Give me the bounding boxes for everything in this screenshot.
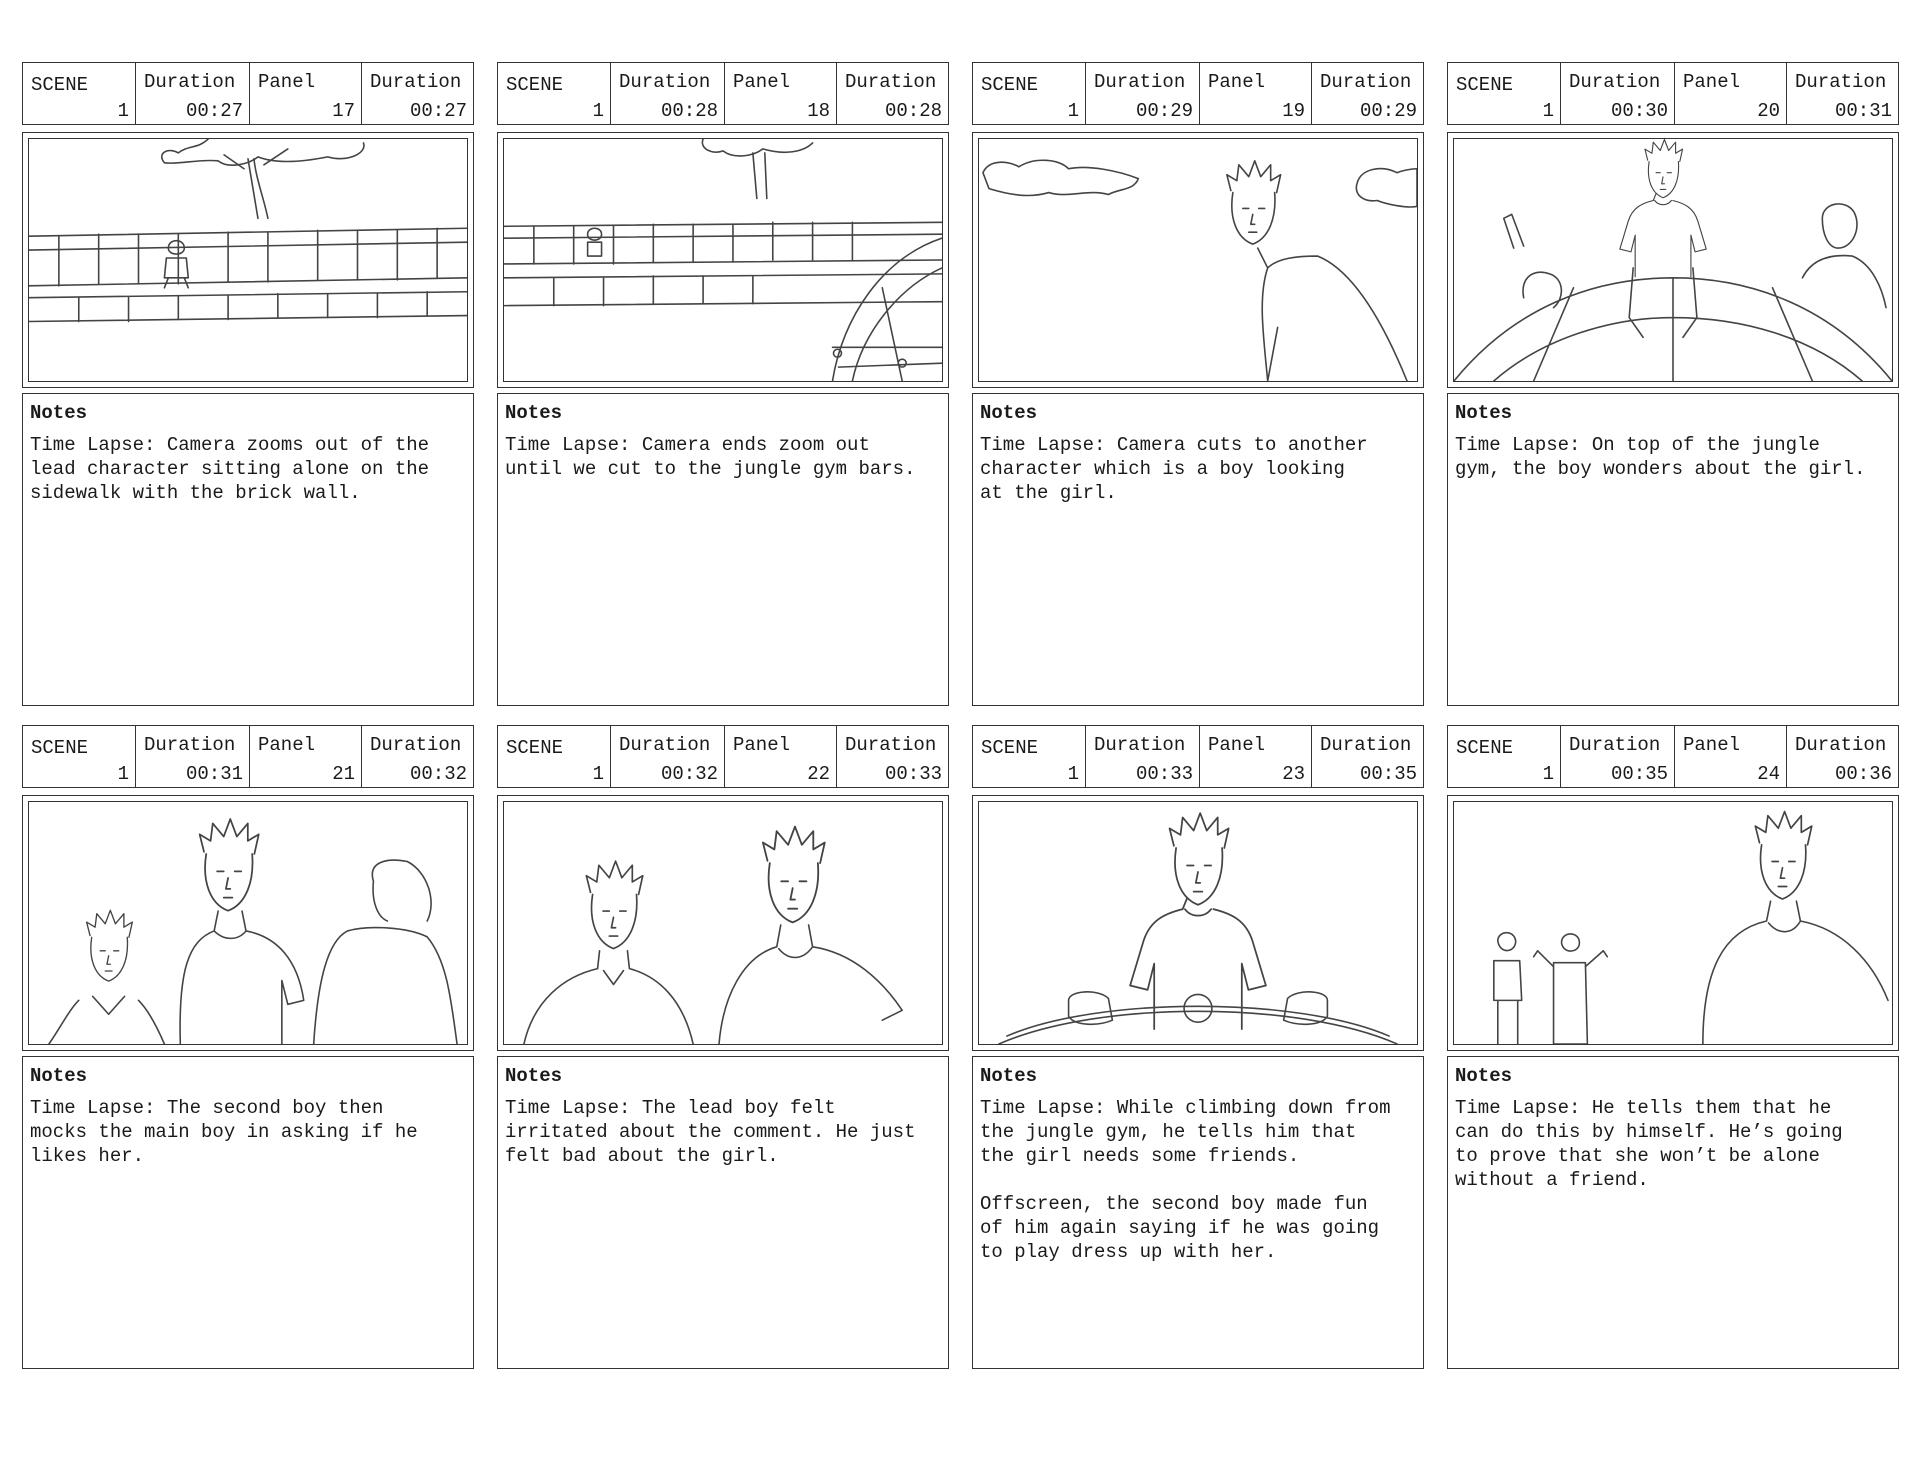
panel-label: Panel	[1208, 71, 1266, 93]
scene-cell	[973, 726, 1086, 787]
duration-cell	[136, 726, 250, 787]
panel-label: Panel	[258, 71, 316, 93]
notes-label: Notes	[980, 1065, 1038, 1087]
panel-cell	[1675, 63, 1787, 124]
panel-cell	[1675, 726, 1787, 787]
sketch-frame	[497, 795, 949, 1051]
duration-value-2: 00:32	[409, 763, 467, 785]
sketch-frame	[972, 795, 1424, 1051]
scene-number: 1	[592, 763, 604, 785]
duration-cell	[1086, 726, 1200, 787]
notes-label: Notes	[1455, 402, 1513, 424]
duration-value: 00:29	[1135, 100, 1193, 122]
notes-text: Time Lapse: The second boy then mocks the main boy in asking if he likes her.	[30, 1097, 418, 1167]
panel-label: Panel	[733, 71, 791, 93]
duration-value-2: 00:29	[1359, 100, 1417, 122]
scene-cell	[23, 726, 136, 787]
panel-header	[497, 62, 949, 125]
duration-cell-2	[837, 63, 948, 124]
scene-label: SCENE	[506, 737, 564, 759]
duration-cell	[611, 726, 725, 787]
notes-text: Time Lapse: While climbing down from the jungle gym, he tells him that the girl needs some friends. Offscreen, the second boy made fun of him again saying if he was going to play dress up with her.	[980, 1097, 1391, 1263]
panel-cell	[250, 63, 362, 124]
boy-looking-down-sketch	[978, 138, 1418, 382]
duration-cell-2	[1312, 726, 1423, 787]
brick-wall-tree-sketch	[28, 138, 468, 382]
duration-value: 00:27	[185, 100, 243, 122]
scene-label: SCENE	[31, 74, 89, 96]
duration-value: 00:33	[1135, 763, 1193, 785]
panel-cell	[250, 726, 362, 787]
duration-cell	[1561, 726, 1675, 787]
panel-label: Panel	[258, 734, 316, 756]
duration-label-2: Duration	[1320, 734, 1412, 756]
panel-cell	[1200, 726, 1312, 787]
notes-label: Notes	[30, 402, 88, 424]
boy-and-two-kids-sketch	[1453, 801, 1893, 1045]
scene-cell	[23, 63, 136, 124]
sketch-frame	[497, 132, 949, 388]
notes-label: Notes	[980, 402, 1038, 424]
scene-label: SCENE	[506, 74, 564, 96]
duration-value: 00:35	[1610, 763, 1668, 785]
panel-cell	[725, 63, 837, 124]
scene-number: 1	[1542, 763, 1554, 785]
duration-label: Duration	[144, 71, 236, 93]
panel-number: 18	[807, 100, 830, 122]
duration-cell	[1561, 63, 1675, 124]
scene-number: 1	[1542, 100, 1554, 122]
duration-label-2: Duration	[370, 71, 462, 93]
scene-label: SCENE	[981, 737, 1039, 759]
notes-box	[1447, 393, 1899, 706]
duration-value-2: 00:27	[409, 100, 467, 122]
duration-cell	[611, 63, 725, 124]
sketch-frame	[1447, 795, 1899, 1051]
notes-text: Time Lapse: On top of the jungle gym, the boy wonders about the girl.	[1455, 434, 1866, 480]
duration-cell-2	[1312, 63, 1423, 124]
notes-box	[1447, 1056, 1899, 1369]
duration-value-2: 00:36	[1834, 763, 1892, 785]
panel-label: Panel	[1208, 734, 1266, 756]
panel-label: Panel	[1683, 734, 1741, 756]
duration-cell-2	[1787, 726, 1898, 787]
boy-holding-bar-sketch	[978, 801, 1418, 1045]
duration-label: Duration	[619, 71, 711, 93]
duration-cell-2	[1787, 63, 1898, 124]
scene-cell	[498, 63, 611, 124]
panel-cell	[1200, 63, 1312, 124]
sketch-frame	[1447, 132, 1899, 388]
duration-label: Duration	[1094, 71, 1186, 93]
panel-header	[1447, 62, 1899, 125]
panel-header	[22, 725, 474, 788]
panel-header	[497, 725, 949, 788]
notes-text: Time Lapse: Camera ends zoom out until we cut to the jungle gym bars.	[505, 434, 916, 480]
notes-text: Time Lapse: He tells them that he can do this by himself. He’s going to prove that she won’t be alone without a friend.	[1455, 1097, 1843, 1191]
panel-header	[22, 62, 474, 125]
duration-value: 00:31	[185, 763, 243, 785]
duration-cell-2	[837, 726, 948, 787]
scene-number: 1	[1067, 100, 1079, 122]
scene-label: SCENE	[1456, 737, 1514, 759]
scene-label: SCENE	[1456, 74, 1514, 96]
duration-value-2: 00:33	[884, 763, 942, 785]
panel-label: Panel	[733, 734, 791, 756]
scene-cell	[973, 63, 1086, 124]
duration-value: 00:30	[1610, 100, 1668, 122]
duration-cell	[136, 63, 250, 124]
panel-number: 20	[1757, 100, 1780, 122]
panel-number: 24	[1757, 763, 1780, 785]
notes-box	[972, 393, 1424, 706]
sketch-frame	[972, 132, 1424, 388]
duration-label-2: Duration	[1795, 71, 1887, 93]
wall-jungle-gym-sketch	[503, 138, 943, 382]
notes-box	[497, 393, 949, 706]
notes-box	[972, 1056, 1424, 1369]
sketch-frame	[22, 132, 474, 388]
scene-number: 1	[1067, 763, 1079, 785]
panel-header	[972, 62, 1424, 125]
notes-box	[22, 1056, 474, 1369]
duration-label: Duration	[144, 734, 236, 756]
notes-box	[497, 1056, 949, 1369]
duration-cell-2	[362, 726, 473, 787]
panel-cell	[725, 726, 837, 787]
scene-number: 1	[117, 763, 129, 785]
notes-text: Time Lapse: The lead boy felt irritated about the comment. He just felt bad about the girl.	[505, 1097, 916, 1167]
duration-value: 00:28	[660, 100, 718, 122]
duration-value: 00:32	[660, 763, 718, 785]
panel-number: 17	[332, 100, 355, 122]
duration-label: Duration	[1569, 71, 1661, 93]
scene-number: 1	[592, 100, 604, 122]
duration-value-2: 00:35	[1359, 763, 1417, 785]
notes-text: Time Lapse: Camera cuts to another character which is a boy looking at the girl.	[980, 434, 1368, 504]
scene-cell	[498, 726, 611, 787]
notes-box	[22, 393, 474, 706]
duration-label-2: Duration	[845, 71, 937, 93]
panel-number: 19	[1282, 100, 1305, 122]
panel-header	[1447, 725, 1899, 788]
panel-label: Panel	[1683, 71, 1741, 93]
duration-label-2: Duration	[845, 734, 937, 756]
duration-cell-2	[362, 63, 473, 124]
duration-label-2: Duration	[1320, 71, 1412, 93]
scene-label: SCENE	[31, 737, 89, 759]
notes-label: Notes	[505, 402, 563, 424]
panel-number: 21	[332, 763, 355, 785]
duration-label-2: Duration	[370, 734, 462, 756]
duration-label-2: Duration	[1795, 734, 1887, 756]
panel-number: 22	[807, 763, 830, 785]
scene-number: 1	[117, 100, 129, 122]
scene-cell	[1448, 726, 1561, 787]
panel-number: 23	[1282, 763, 1305, 785]
notes-label: Notes	[30, 1065, 88, 1087]
duration-label: Duration	[1569, 734, 1661, 756]
duration-label: Duration	[1094, 734, 1186, 756]
notes-label: Notes	[505, 1065, 563, 1087]
duration-value-2: 00:31	[1834, 100, 1892, 122]
boy-on-jungle-gym-sketch	[1453, 138, 1893, 382]
two-boys-sketch	[503, 801, 943, 1045]
duration-cell	[1086, 63, 1200, 124]
scene-cell	[1448, 63, 1561, 124]
scene-label: SCENE	[981, 74, 1039, 96]
duration-label: Duration	[619, 734, 711, 756]
notes-text: Time Lapse: Camera zooms out of the lead character sitting alone on the sidewalk with the brick wall.	[30, 434, 430, 504]
duration-value-2: 00:28	[884, 100, 942, 122]
panel-header	[972, 725, 1424, 788]
sketch-frame	[22, 795, 474, 1051]
three-boys-sketch	[28, 801, 468, 1045]
notes-label: Notes	[1455, 1065, 1513, 1087]
